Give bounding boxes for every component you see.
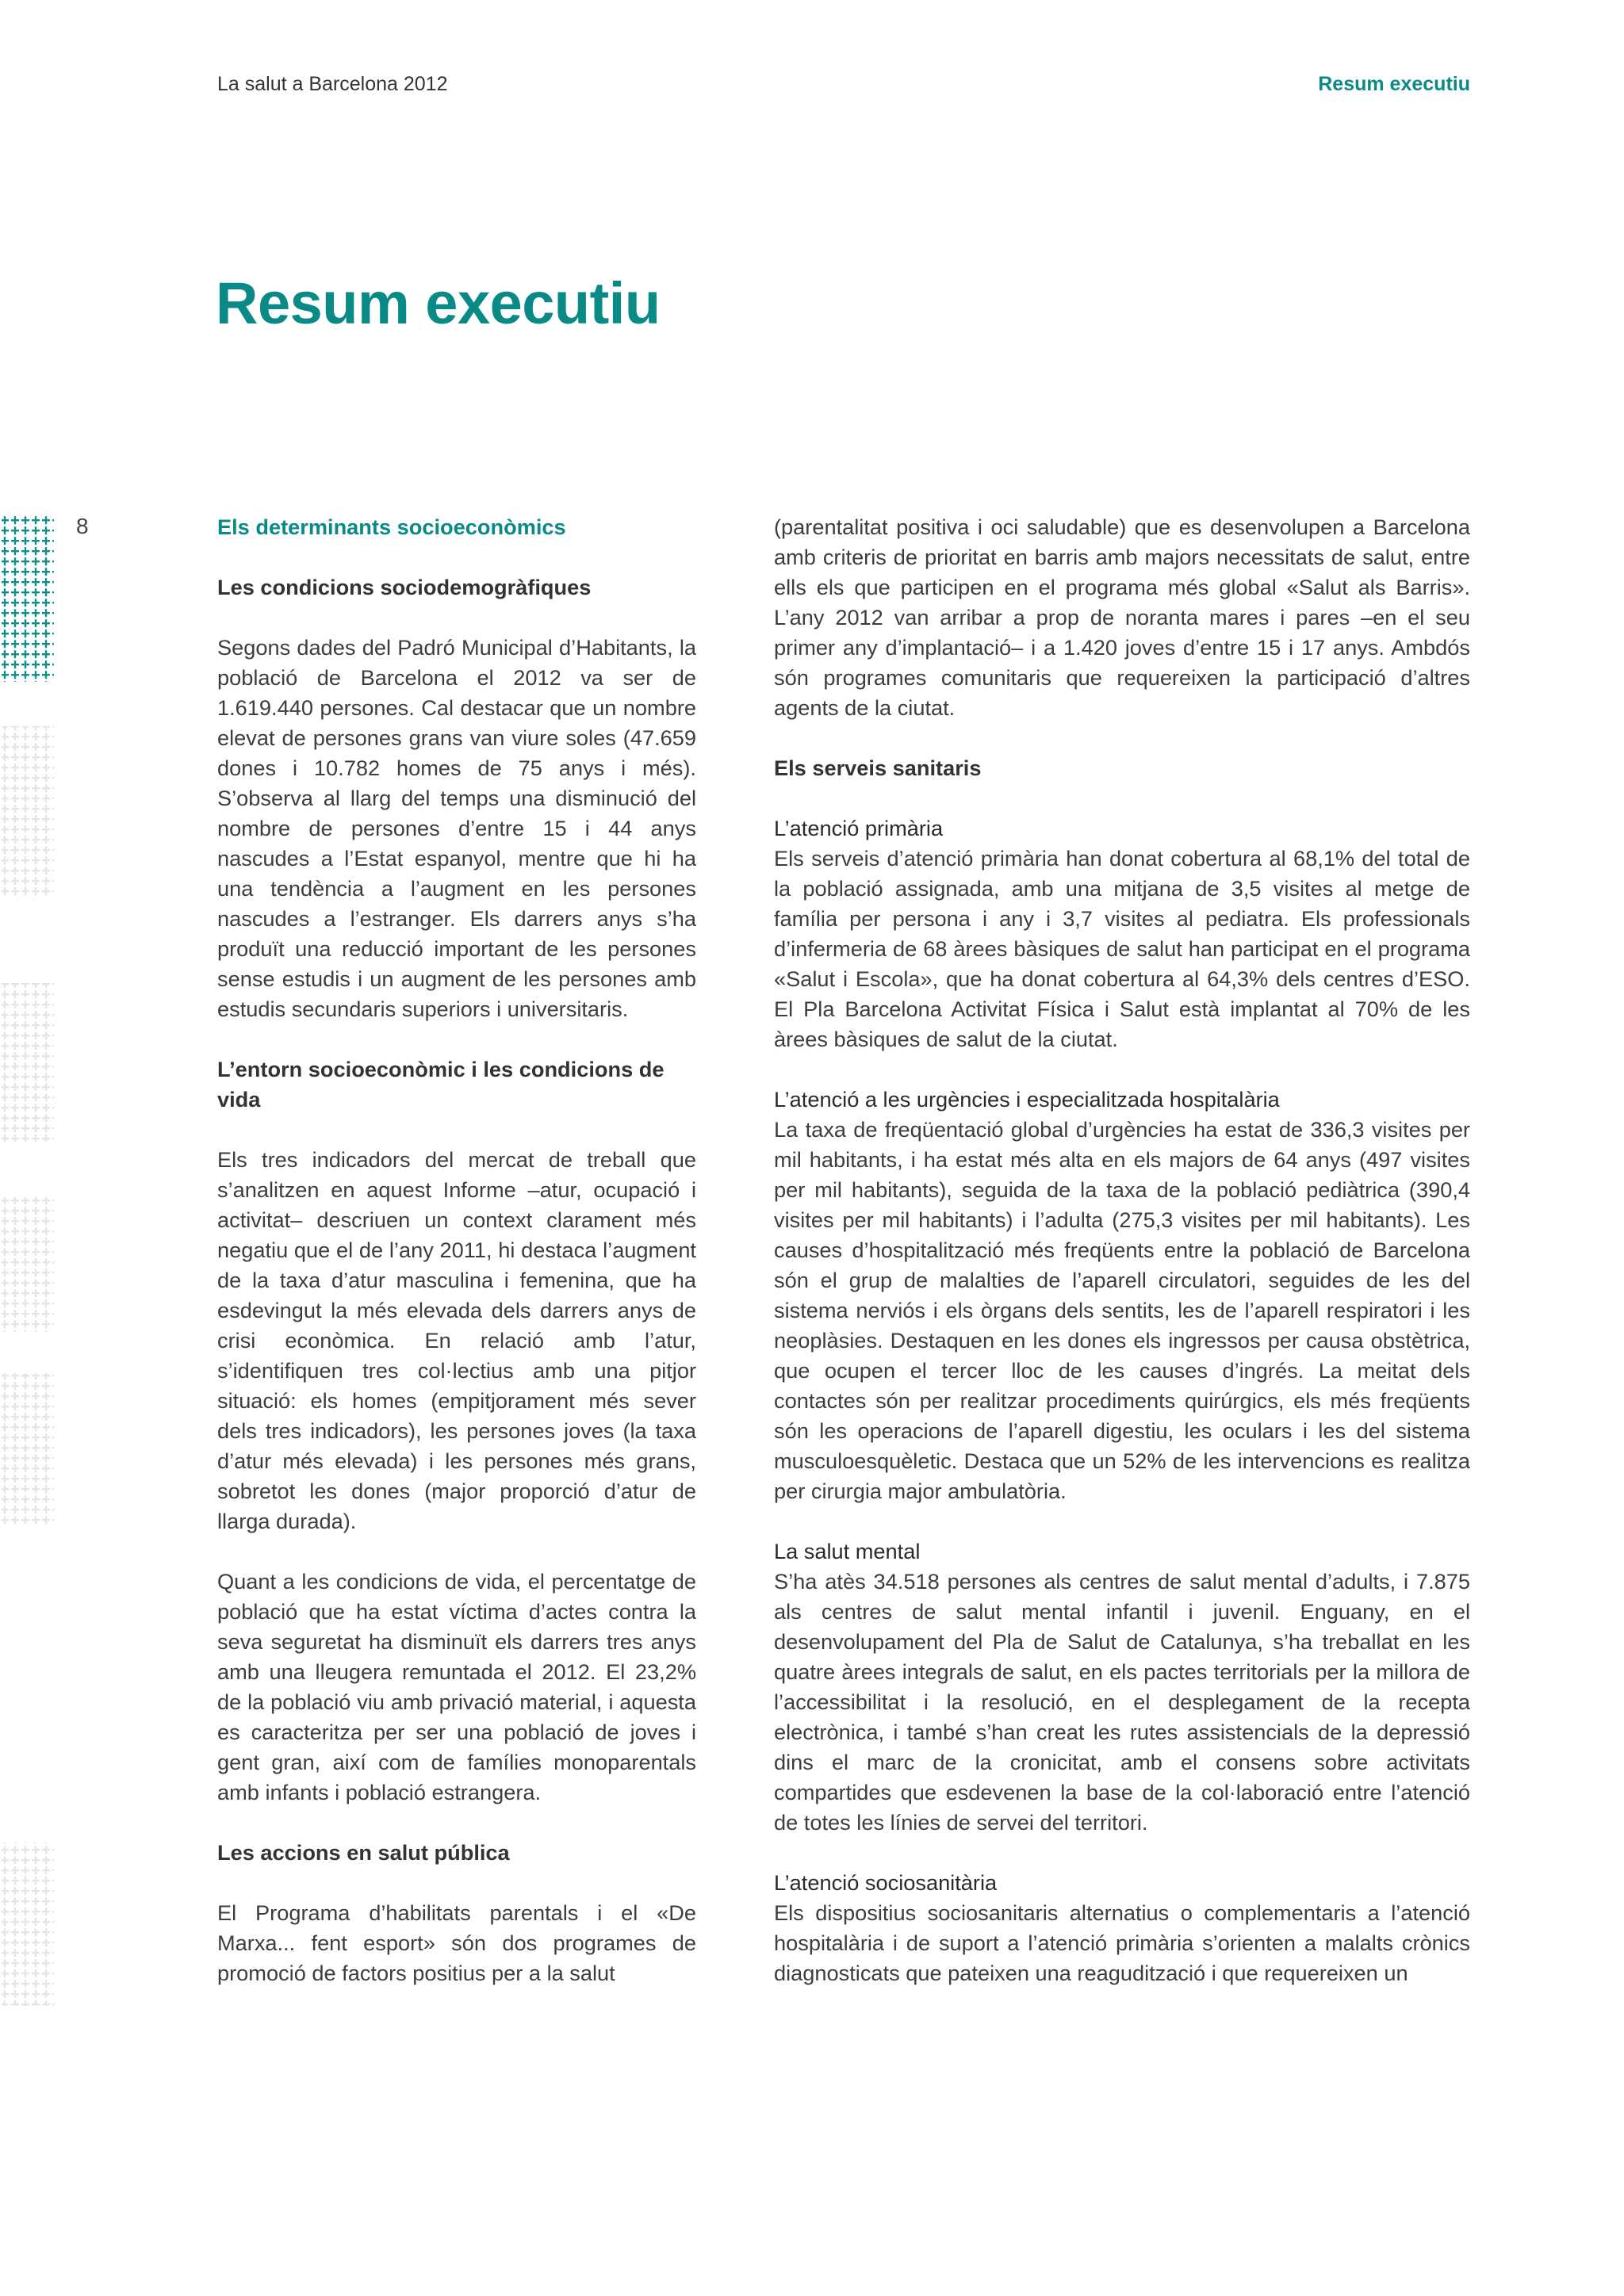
paragraph: (parentalitat positiva i oci saludable) que es desenvolupen a Barcelona amb criteris de prioritat en barris amb majors necessitats de salut, entre ells els que participen en el programa més global «Salut als Barris». L’any 2012 van arribar a prop de noranta mares i pares –en el seu primer any d’implantació– i a 1.420 joves d’entre 15 i 17 anys. Ambdós són programes comunitaris que requereixen la participació d’altres agents de la ciutat. [774,515,1470,720]
paragraph: Els serveis d’atenció primària han donat cobertura al 68,1% del total de la població assignada, amb una mitjana de 3,5 visites al metge de família per persona i any i 3,7 visites al pediatra. Els professionals d’infermeria de 68 àrees bàsiques de salut han participat en el programa «Salut i Escola», que ha donat cobertura al 64,3% dels centres d’ESO. El Pla Barcelona Activitat Física i Salut està implantat al 70% de les àrees bàsiques de salut de la ciutat. [774,846,1470,1051]
page-number: 8 [76,514,89,538]
subheading: L’entorn socioeconòmic i les condicions de vida [217,1057,665,1112]
decorative-cross-pattern [0,515,60,2006]
paragraph: El Programa d’habilitats parentals i el «De Marxa... fent esport» són dos programes de promoció de factors positius per a la salut [217,1900,696,1985]
subheading: Els serveis sanitaris [774,756,982,780]
left-column [217,512,696,1988]
paragraph: S’ha atès 34.518 persones als centres de salut mental d’adults, i 7.875 als centres de salut mental infantil i juvenil. Enguany, en el desenvolupament del Pla de Salut de Catalunya, s’ha treballat en les quatre àrees integrals de salut, en els pactes territorials per la millora de l’accessibilitat i la resolució, en el desplegament de la recepta electrònica, i també s’han creat les rutes assistencials de la depressió dins el marc de la cronicitat, amb el consens sobre activitats compartides que esdevenen la base de la col·laboració entre l’atenció de totes les línies de servei del territori. [774,1569,1470,1835]
page-title: Resum executiu [216,270,661,336]
subheading: Les condicions sociodemogràfiques [217,575,592,599]
minor-heading: L’atenció sociosanitària [774,1870,998,1895]
running-header-publication: La salut a Barcelona 2012 [217,73,448,95]
minor-heading: La salut mental [774,1539,921,1563]
right-column [774,512,1470,1988]
subheading: Les accions en salut pública [217,1840,510,1865]
paragraph: Segons dades del Padró Municipal d’Habitants, la població de Barcelona el 2012 va ser de 1.619.440 persones. Cal destacar que un nombre elevat de persones grans van viure soles (47.659 dones i 10.782 homes de 75 anys i més). S’observa al llarg del temps una disminució del nombre de persones d’entre 15 i 44 anys nascudes a l’Estat espanyol, mentre que hi ha una tendència a l’augment en les persones nascudes a l’estranger. Els darrers anys s’ha produït una reducció important de les persones sense estudis i un augment de les persones amb estudis secundaris superiors i universitaris. [217,635,696,1021]
section-heading: Els determinants socioeconòmics [217,515,566,539]
minor-heading: L’atenció primària [774,816,944,840]
minor-heading: L’atenció a les urgències i especialitzada hospitalària [774,1087,1280,1112]
paragraph: Quant a les condicions de vida, el percentatge de població que ha estat víctima d’actes contra la seva seguretat ha disminuït els darrers tres anys amb una lleugera remuntada el 2012. El 23,2% de la població viu amb privació material, i aquesta es caracteritza per ser una població de joves i gent gran, així com de famílies monoparentals amb infants i població estrangera. [217,1569,696,1804]
paragraph: La taxa de freqüentació global d’urgències ha estat de 336,3 visites per mil habitants, i ha estat més alta en els majors de 64 anys (497 visites per mil habitants), seguida de la taxa de la població pediàtrica (390,4 visites per mil habitants) i l’adulta (275,3 visites per mil habitants). Les causes d’hospitalització més freqüents entre la població de Barcelona són el grup de malalties de l’aparell circulatori, seguides de les del sistema nerviós i els òrgans dels sentits, les de l’aparell respiratori i les neoplàsies. Destaquen en les dones els ingressos per causa obstètrica, que ocupen el tercer lloc de les causes d’ingrés. La meitat dels contactes són per realitzar procediments quirúrgics, els més freqüents són les operacions de l’aparell digestiu, les oculars i les del sistema musculoesquèletic. Destaca que un 52% de les intervencions es realitza per cirurgia major ambulatòria. [774,1117,1470,1503]
paragraph: Els tres indicadors del mercat de treball que s’analitzen en aquest Informe –atur, ocupació i activitat– descriuen un context clarament més negatiu que el de l’any 2011, hi destaca l’augment de la taxa d’atur masculina i femenina, que ha esdevingut la més elevada dels darrers anys de crisi econòmica. En relació amb l’atur, s’identifiquen tres col·lectius amb una pitjor situació: els homes (empitjorament més sever dels tres indicadors), les persones joves (la taxa d’atur més elevada) i les persones més grans, sobretot les dones (major proporció d’atur de llarga durada). [217,1147,696,1533]
running-header-section: Resum executiu [1318,73,1470,95]
paragraph: Els dispositius sociosanitaris alternatius o complementaris a l’atenció hospitalària i de suport a l’atenció primària s’orienten a malalts crònics diagnosticats que pateixen una reagudització i que requereixen un [774,1900,1470,1985]
